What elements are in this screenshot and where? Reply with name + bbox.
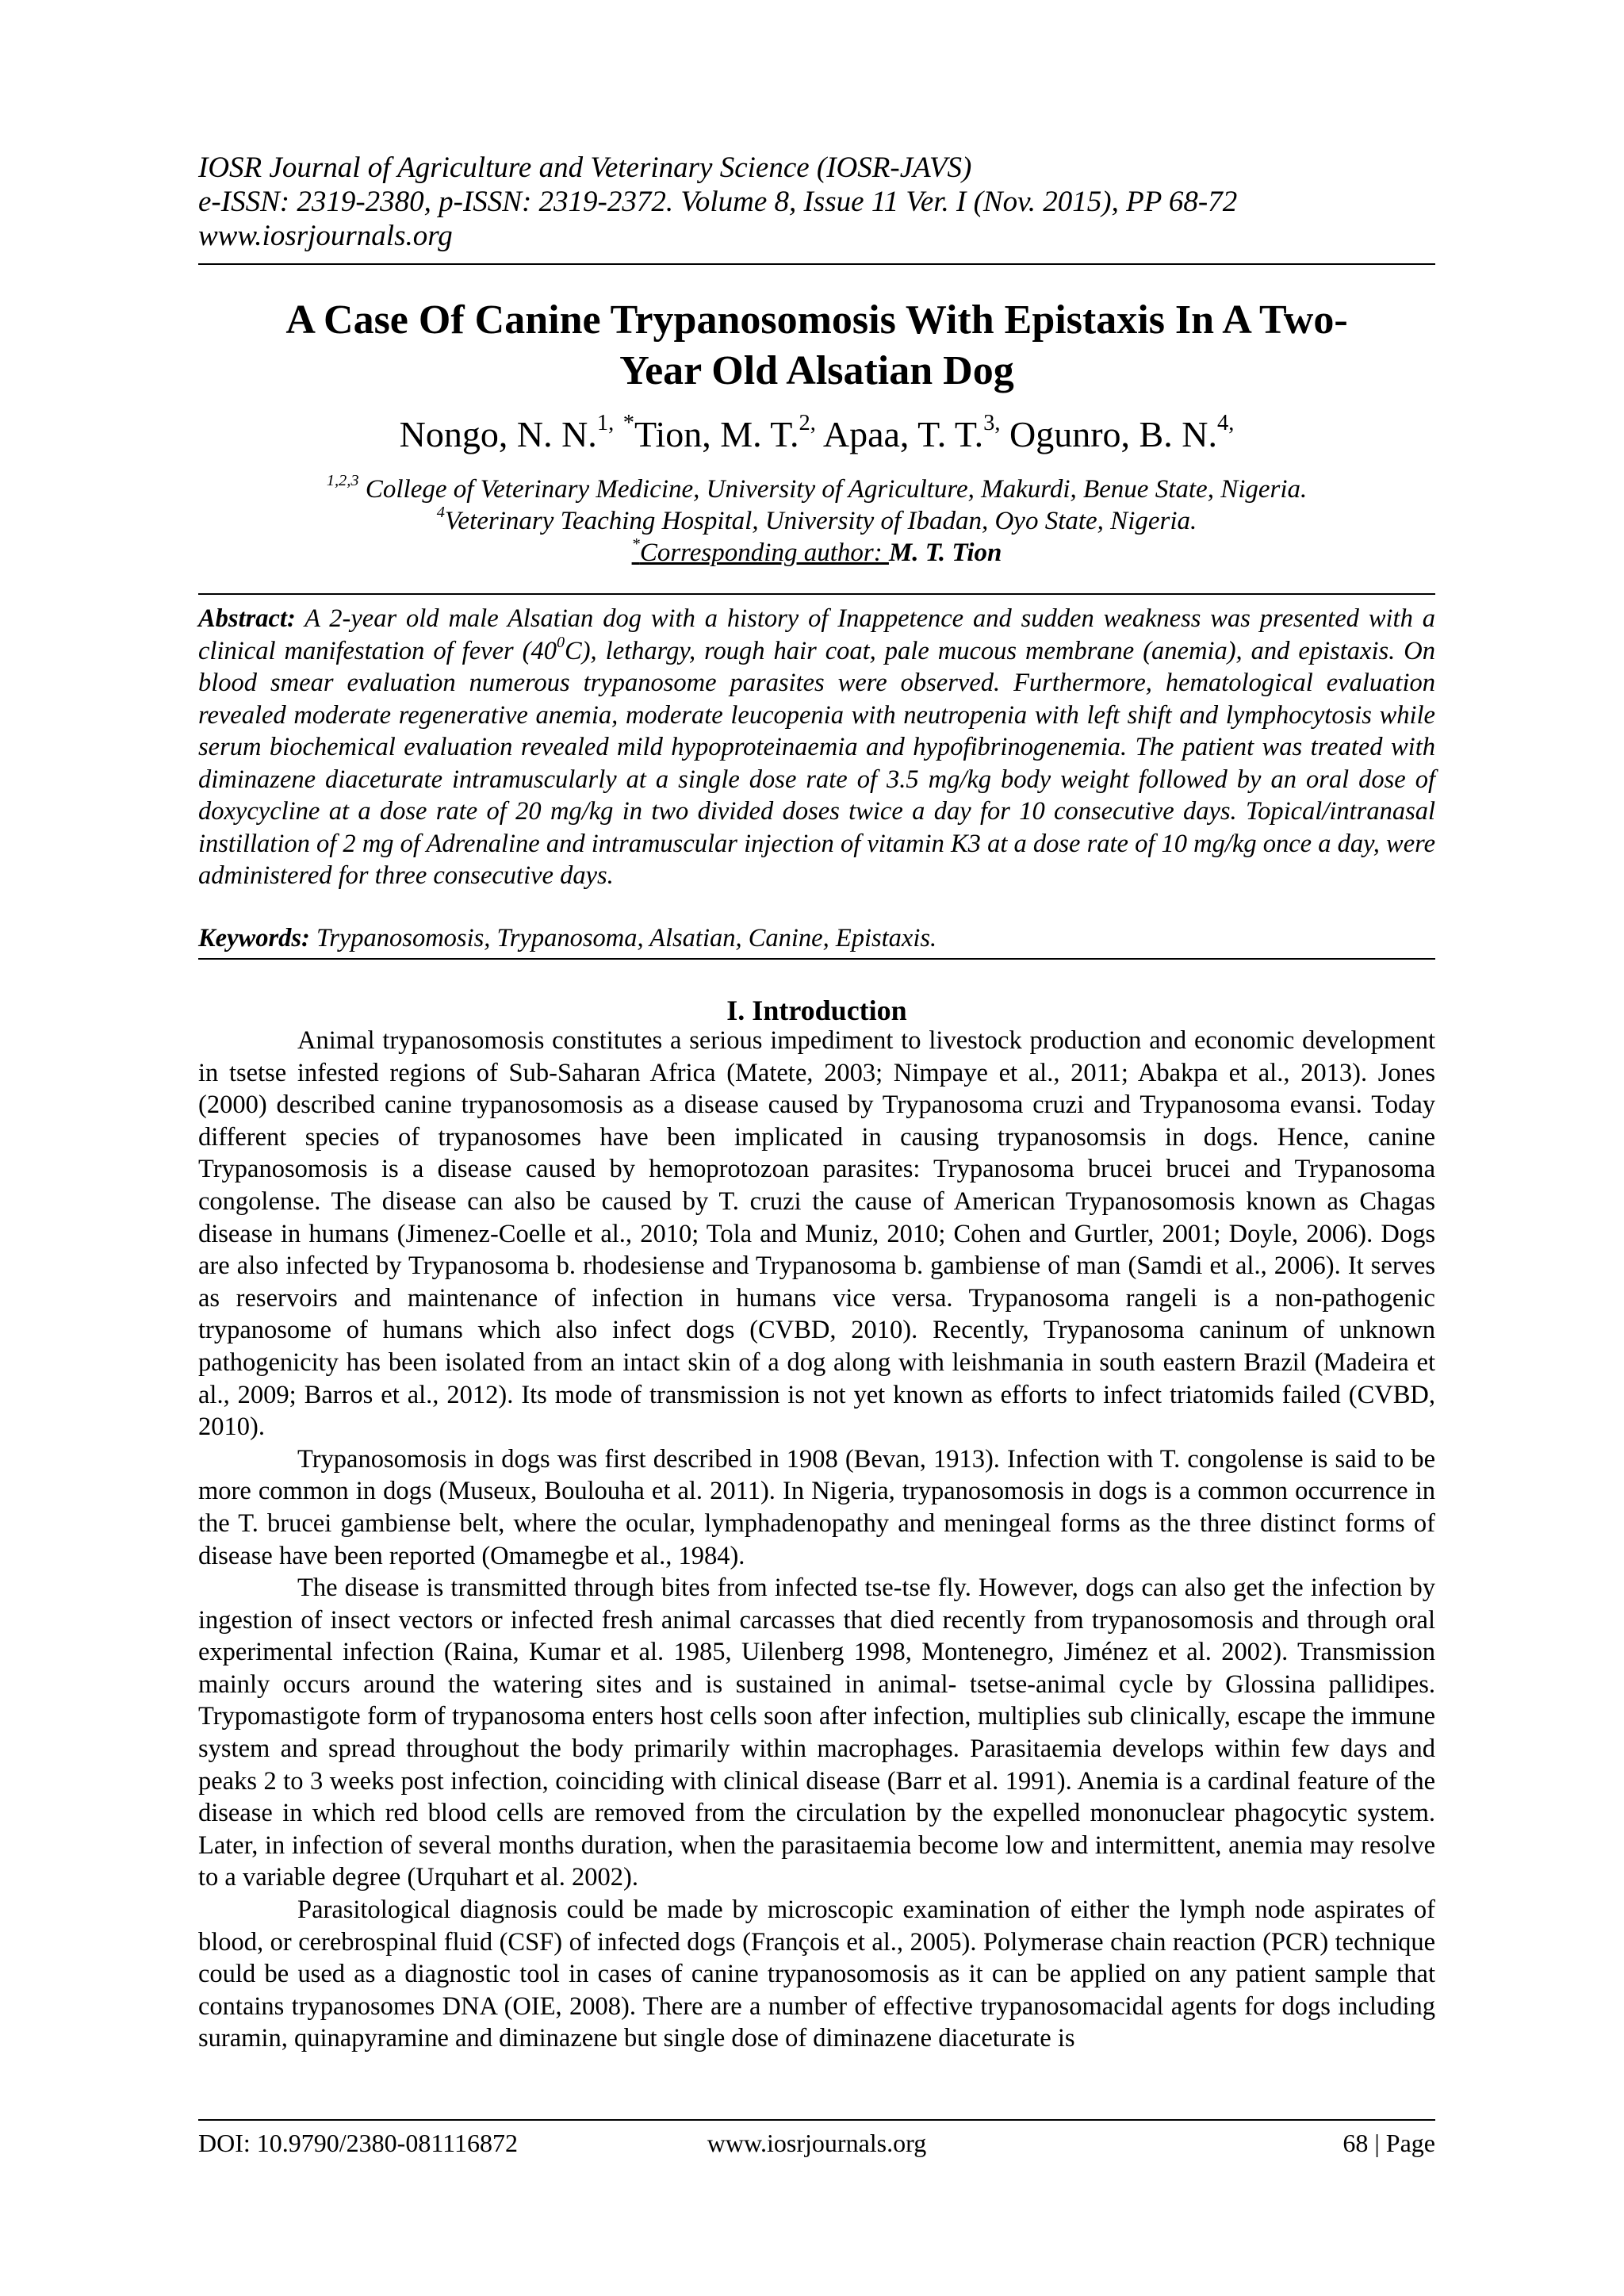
abstract-bottom-rule bbox=[198, 958, 1435, 960]
author-4: Ogunro, B. N.$^{4,}$ bbox=[1009, 411, 1235, 454]
paragraph: Parasitological diagnosis could be made by microscopic examination of either the lymph node aspirates of blood, or cerebrospinal fluid (CSF) of infected dogs (François et al., 2005). Polymerase chain reaction (PCR) technique could be used as a diagnostic tool in cases of canine trypanosomosis as it can be applied on any patient sample that contains trypanosomes DNA (OIE, 2008). There are a number of effective trypanosomacidal agents for dogs including suramin, quinapyramine and diminazene but single dose of diminazene diaceturate is bbox=[198, 1895, 1435, 2053]
corresponding-author: *Corresponding author: M. T. Tion bbox=[631, 535, 1002, 567]
paragraph: Animal trypanosomosis constitutes a serious impediment to livestock production and economic development in tsetse infested regions of Sub-Saharan Africa (Matete, 2003; Nimpaye et al., 2011; Abakpa et al., 2013). Jones (2000) described canine trypanosomosis as a disease caused by Trypanosoma cruzi and Trypanosoma evansi. Today different species of trypanosomes have been implicated in causing trypanosomsis in dogs. Hence, canine Trypanosomosis is a disease caused by hemoprotozoan parasites: Trypanosoma brucei brucei and Trypanosoma congolense. The disease can also be caused by T. cruzi the cause of American Trypanosomosis known as Chagas disease in humans (Jimenez-Coelle et al., 2010; Tola and Muniz, 2010; Cohen and Gurtler, 2001; Doyle, 2006). Dogs are also infected by Trypanosoma b. rhodesiense and Trypanosoma b. gambiense of man (Samdi et al., 2006). It serves as reservoirs and maintenance of infection in humans vice versa. Trypanosoma rangeli is a non-pathogenic trypanosome of humans which also infect dogs (CVBD, 2010). Recently, Trypanosoma caninum of unknown pathogenicity has been isolated from an intact skin of a dog along with leishmania in south eastern Brazil (Madeira et al., 2009; Barros et al., 2012). Its mode of transmission is not yet known as efforts to infect triatomids failed (CVBD, 2010). bbox=[198, 1026, 1435, 1442]
paper-title bbox=[198, 295, 1435, 397]
author-list bbox=[198, 412, 1435, 457]
author-3: Apaa, T. T.$^{3,}$ bbox=[822, 411, 1001, 454]
section-heading-introduction: I. Introduction bbox=[726, 995, 907, 1026]
journal-header bbox=[198, 151, 1435, 253]
footer-rule bbox=[198, 2119, 1435, 2121]
abstract: Abstract: A 2-year old male Alsatian dog with a history of Inappetence and sudden weakness was presented with a clinical manifestation of fever $(40^0C)$, lethargy, rough hair coat, pale mucous membrane (anemia), and epistaxis. On blood smear evaluation numerous trypanosome parasites were observed. Furthermore, hematological evaluation revealed moderate regenerative anemia, moderate leucopenia with neutropenia with left shift and lymphocytosis while serum biochemical evaluation revealed mild hypoproteinaemia and hypofibrinogenemia. The patient was treated with diminazene diaceturate intramuscularly at a single dose rate of 3.5 mg/kg body weight followed by an oral dose of doxycycline at a dose rate of 20 mg/kg in two divided doses twice a day for 10 consecutive days. Topical/intranasal instillation of 2 mg of Adrenaline and intramuscular injection of vitamin K3 at a dose rate of 10 mg/kg once a day, were administered for three consecutive days. bbox=[198, 604, 1436, 890]
abstract-label: Abstract: bbox=[198, 604, 296, 633]
title-line-2: Year Old Alsatian Dog bbox=[619, 348, 1014, 393]
journal-website[interactable]: www.iosrjournals.org bbox=[198, 220, 453, 252]
header-rule bbox=[198, 263, 1435, 265]
footer-doi: DOI: 10.9790/2380-081116872 bbox=[198, 2129, 518, 2157]
page-footer bbox=[198, 2125, 1435, 2160]
paragraph: Trypanosomosis in dogs was first described in 1908 (Bevan, 1913). Infection with T. congolense is said to be more common in dogs (Museux, Boulouha et al. 2011). In Nigeria, trypanosomosis in dogs is a common occurrence in the T. brucei gambiense belt, where the ocular, lymphadenopathy and meningeal forms as the three distinct forms of disease have been reported (Omamegbe et al., 1984). bbox=[198, 1444, 1435, 1570]
footer-url[interactable]: www.iosrjournals.org bbox=[707, 2129, 927, 2157]
abstract-top-rule bbox=[198, 593, 1435, 595]
keywords-label: Keywords: bbox=[198, 924, 310, 953]
corresponding-author-name: M. T. Tion bbox=[888, 539, 1002, 567]
keywords-text: Trypanosomosis, Trypanosoma, Alsatian, Canine, Epistaxis. bbox=[309, 924, 937, 953]
keywords bbox=[198, 922, 1435, 954]
paragraph: The disease is transmitted through bites from infected tse-tse fly. However, dogs can also get the infection by ingestion of insect vectors or infected fresh animal carcasses that died recently from trypanosomosis and through oral experimental infection (Raina, Kumar et al. 1985, Uilenberg 1998, Montenegro, Jiménez et al. 2002). Transmission mainly occurs around the watering sites and is sustained in animal- tsetse-animal cycle by Glossina pallidipes. Trypomastigote form of trypanosoma enters host cells soon after infection, multiplies sub clinically, escape the immune system and spread throughout the body primarily within macrophages. Parasitaemia develops within few days and peaks 2 to 3 weeks post infection, coinciding with clinical disease (Barr et al. 1991). Anemia is a cardinal feature of the disease in which red blood cells are removed from the circulation by the expelled mononuclear phagocytic system. Later, in infection of several months duration, when the parasitaemia become low and intermittent, anemia may resolve to a variable degree (Urquhart et al. 2002). bbox=[198, 1573, 1435, 1892]
author-1: Nongo, N. N.$^{1,}$ bbox=[399, 411, 615, 454]
author-2: *Tion, M. T.$^{2,}$ bbox=[622, 411, 816, 454]
introduction-body bbox=[198, 1025, 1435, 2055]
journal-issn: e-ISSN: 2319-2380, p-ISSN: 2319-2372. Volume 8, Issue 11 Ver. I (Nov. 2015), PP 68-72 bbox=[198, 186, 1238, 218]
affiliation-2: $^4$Veterinary Teaching Hospital, University of Ibadan, Oyo State, Nigeria. bbox=[436, 503, 1197, 535]
title-line-1: A Case Of Canine Trypanosomosis With Epistaxis In A Two- bbox=[285, 297, 1348, 343]
journal-name: IOSR Journal of Agriculture and Veterinary Science (IOSR-JAVS) bbox=[198, 151, 972, 184]
affiliation-1: $^{1,2,3}$ College of Veterinary Medicine, University of Agriculture, Makurdi, Benue State, Nigeria. bbox=[326, 471, 1308, 504]
footer-page-number: 68 | Page bbox=[1342, 2129, 1435, 2157]
